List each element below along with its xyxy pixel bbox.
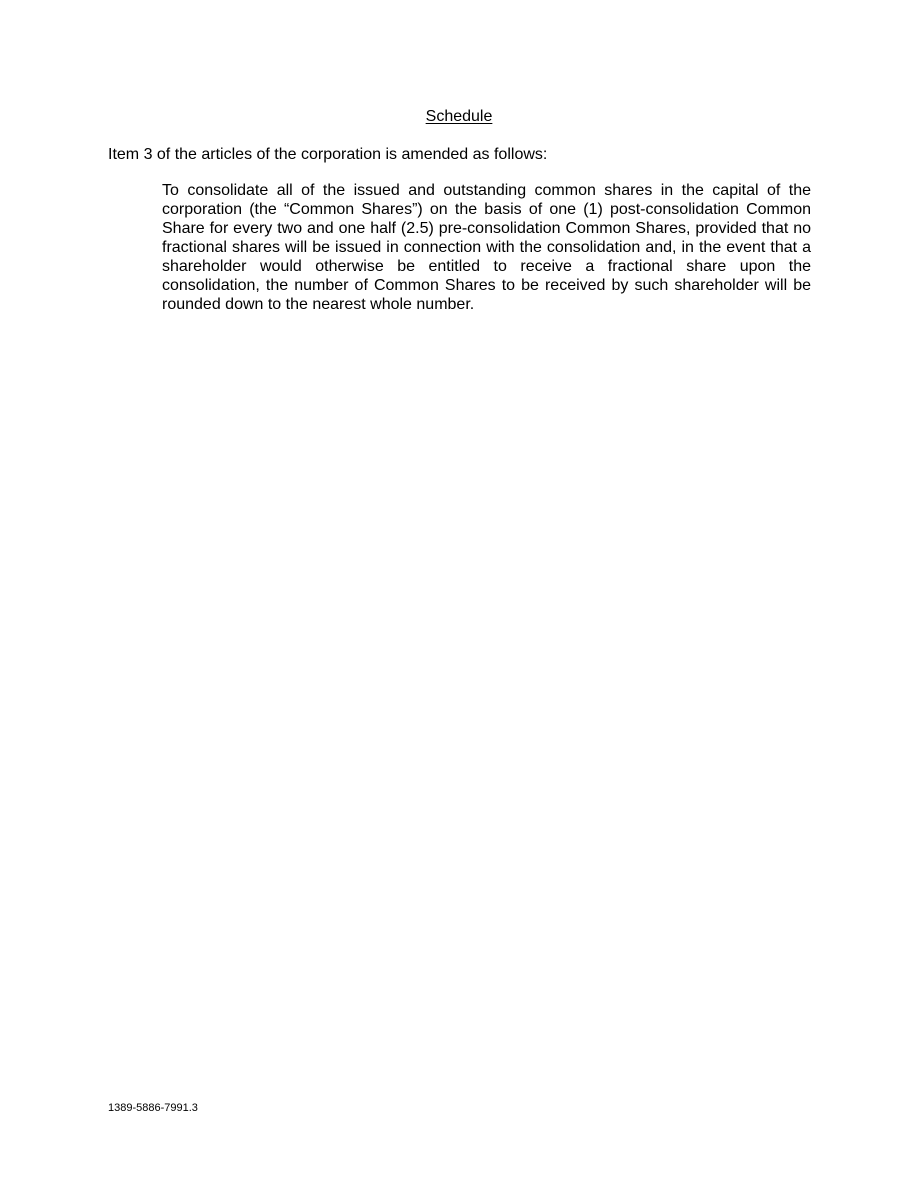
intro-paragraph: Item 3 of the articles of the corporation is amended as follows: — [108, 146, 548, 163]
schedule-heading — [0, 107, 918, 127]
schedule-heading-text: Schedule — [425, 108, 493, 125]
document-footer-id: 1389-5886-7991.3 — [108, 1102, 198, 1114]
amendment-paragraph: To consolidate all of the issued and outstanding common shares in the capital of the corporation (the “Common Shares”) on the basis of one (1) post-consolidation Common Share for every two and one half (2.5) pre-consolidation Common Shares, provided that no fractional shares will be issued in connection with the consolidation and, in the event that a shareholder would otherwise be entitled to receive a fractional share upon the consolidation, the number of Common Shares to be received by such shareholder will be rounded down to the nearest whole number. — [162, 182, 811, 313]
